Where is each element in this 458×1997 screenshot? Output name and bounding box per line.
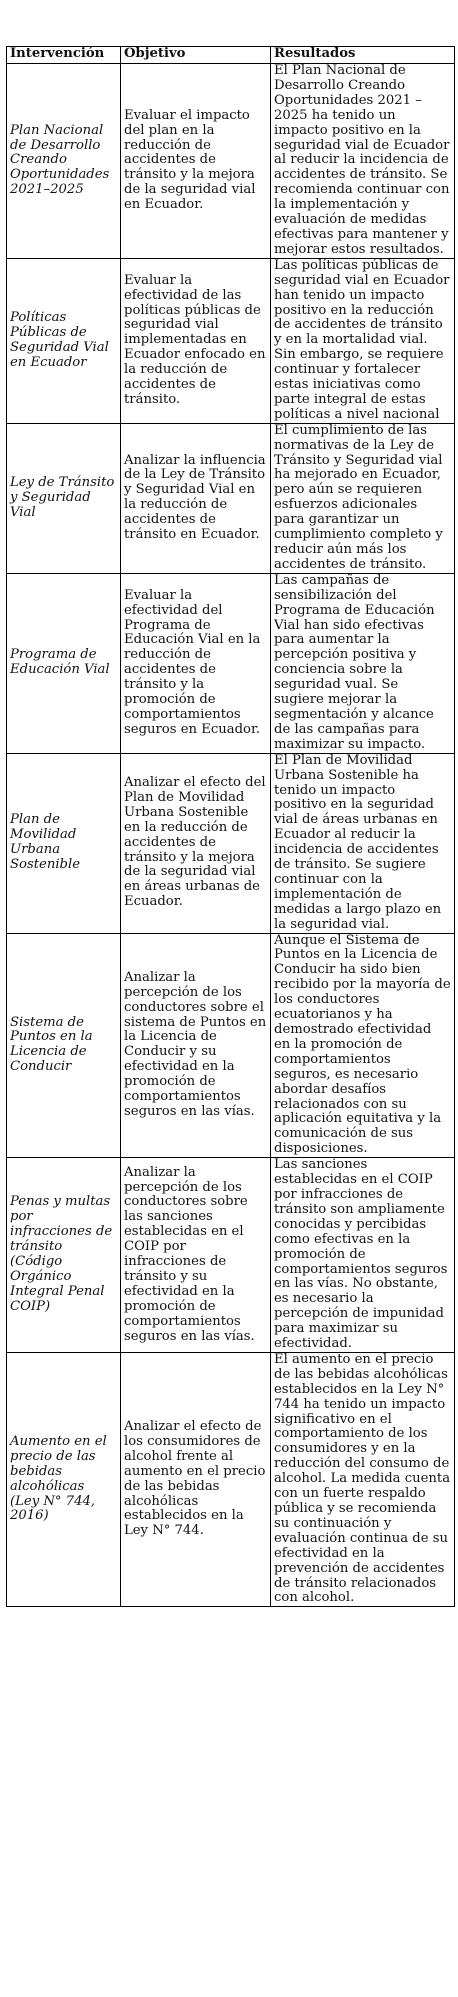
intervencion-cell: Sistema de Puntos en la Licencia de Conducir xyxy=(7,933,121,1158)
table-row xyxy=(7,423,455,573)
table-row xyxy=(7,64,455,259)
intervencion-cell: Aumento en el precio de las bebidas alcohólicas (Ley N° 744, 2016) xyxy=(7,1352,121,1606)
resultados-cell: Aunque el Sistema de Puntos en la Licencia de Conducir ha sido bien recibido por la mayoría de los conductores ecuatorianos y ha demostrado efectividad en la promoción de comportamientos seguros, es necesario abordar desafíos relacionados con su aplicación equitativa y la comunicación de sus disposiciones. xyxy=(271,933,455,1158)
resultados-cell: El Plan de Movilidad Urbana Sostenible ha tenido un impacto positivo en la seguridad vial de áreas urbanas en Ecuador al reducir la incidencia de accidentes de tránsito. Se sugiere continuar con la implementación de medidas a largo plazo en la seguridad vial. xyxy=(271,753,455,933)
intervencion-cell: Plan Nacional de Desarrollo Creando Oportunidades 2021–2025 xyxy=(7,64,121,259)
objetivo-cell: Analizar el efecto del Plan de Movilidad Urbana Sostenible en la reducción de accidentes de tránsito y la mejora de la seguridad vial en áreas urbanas de Ecuador. xyxy=(121,753,271,933)
interventions-table xyxy=(6,46,455,1607)
objetivo-cell: Analizar la influencia de la Ley de Tránsito y Seguridad Vial en la reducción de accidentes de tránsito en Ecuador. xyxy=(121,423,271,573)
table-row xyxy=(7,1352,455,1606)
resultados-cell: Las sanciones establecidas en el COIP por infracciones de tránsito son ampliamente conocidas y percibidas como efectivas en la promoción de comportamientos seguros en las vías. No obstante, es necesario la percepción de impunidad para maximizar su efectividad. xyxy=(271,1158,455,1353)
objetivo-cell: Analizar el efecto de los consumidores de alcohol frente al aumento en el precio de las bebidas alcohólicas establecidos en la Ley N° 744. xyxy=(121,1352,271,1606)
intervencion-cell: Penas y multas por infracciones de tránsito (Código Orgánico Integral Penal COIP) xyxy=(7,1158,121,1353)
objetivo-cell: Evaluar la efectividad de las políticas públicas de seguridad vial implementadas en Ecuador enfocado en la reducción de accidentes de tránsito. xyxy=(121,258,271,423)
table-row xyxy=(7,573,455,753)
intervencion-cell: Políticas Públicas de Seguridad Vial en Ecuador xyxy=(7,258,121,423)
resultados-cell: El cumplimiento de las normativas de la Ley de Tránsito y Seguridad vial ha mejorado en Ecuador, pero aún se requieren esfuerzos adicionales para garantizar un cumplimiento completo y reducir aún más los accidentes de tránsito. xyxy=(271,423,455,573)
table-row xyxy=(7,753,455,933)
intervencion-cell: Plan de Movilidad Urbana Sostenible xyxy=(7,753,121,933)
header-row xyxy=(7,47,455,64)
resultados-cell: El Plan Nacional de Desarrollo Creando Oportunidades 2021 – 2025 ha tenido un impacto positivo en la seguridad vial de Ecuador al reducir la incidencia de accidentes de tránsito. Se recomienda continuar con la implementación y evaluación de medidas efectivas para mantener y mejorar estos resultados. xyxy=(271,64,455,259)
objetivo-cell: Evaluar el impacto del plan en la reducción de accidentes de tránsito y la mejora de la seguridad vial en Ecuador. xyxy=(121,64,271,259)
objetivo-cell: Analizar la percepción de los conductores sobre el sistema de Puntos en la Licencia de Conducir y su efectividad en la promoción de comportamientos seguros en las vías. xyxy=(121,933,271,1158)
header-resultados: Resultados xyxy=(271,47,455,64)
resultados-cell: El aumento en el precio de las bebidas alcohólicas establecidos en la Ley N° 744 ha tenido un impacto significativo en el comportamiento de los consumidores y en la reducción del consumo de alcohol. La medida cuenta con un fuerte respaldo pública y se recomienda su continuación y evaluación continua de su efectividad en la prevención de accidentes de tránsito relacionados con alcohol. xyxy=(271,1352,455,1606)
resultados-cell: Las políticas públicas de seguridad vial en Ecuador han tenido un impacto positivo en la reducción de accidentes de tránsito y en la mortalidad vial. Sin embargo, se requiere continuar y fortalecer estas iniciativas como parte integral de estas políticas a nivel nacional xyxy=(271,258,455,423)
table-row xyxy=(7,1158,455,1353)
header-objetivo: Objetivo xyxy=(121,47,271,64)
table-row xyxy=(7,258,455,423)
objetivo-cell: Analizar la percepción de los conductores sobre las sanciones establecidas en el COIP por infracciones de tránsito y su efectividad en la promoción de comportamientos seguros en las vías. xyxy=(121,1158,271,1353)
table-header xyxy=(7,47,455,64)
intervencion-cell: Programa de Educación Vial xyxy=(7,573,121,753)
intervencion-cell: Ley de Tránsito y Seguridad Vial xyxy=(7,423,121,573)
objetivo-cell: Evaluar la efectividad del Programa de Educación Vial en la reducción de accidentes de tránsito y la promoción de comportamientos seguros en Ecuador. xyxy=(121,573,271,753)
table-row xyxy=(7,933,455,1158)
resultados-cell: Las campañas de sensibilización del Programa de Educación Vial han sido efectivas para aumentar la percepción positiva y conciencia sobre la seguridad vual. Se sugiere mejorar la segmentación y alcance de las campañas para maximizar su impacto. xyxy=(271,573,455,753)
table-body xyxy=(7,64,455,1607)
header-intervencion: Intervención xyxy=(7,47,121,64)
